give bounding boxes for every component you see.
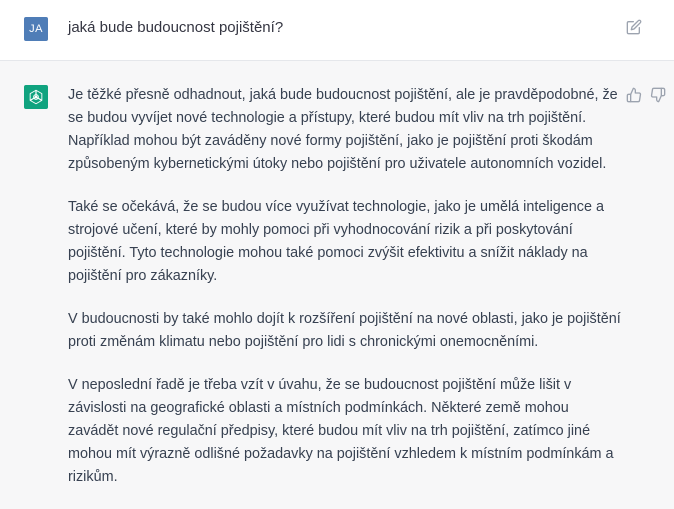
user-message-text: jaká bude budoucnost pojištění?: [68, 19, 284, 36]
edit-icon[interactable]: [626, 19, 642, 35]
thumbs-down-icon[interactable]: [650, 87, 666, 103]
user-avatar: JA: [24, 17, 48, 41]
message-paragraph: V budoucnosti by také mohlo dojít k rozšíření pojištění na nové oblasti, jako je pojištění proti změnám klimatu nebo pojištění pro lidi s chronickými onemocněními.: [68, 311, 621, 350]
message-paragraph: V neposlední řadě je třeba vzít v úvahu, že se budoucnost pojištění může lišit v závislosti na geografické oblasti a místních podmínkách. Některé země mohou zavádět nové regulační předpisy, které budou mít vliv na trh pojištění, zatímco jiné mohou mít výrazně odlišné požadavky na pojištění vzhledem k místním podmínkám a rizikům.: [68, 377, 614, 485]
assistant-avatar: [24, 85, 48, 109]
assistant-message: [68, 84, 623, 509]
thumbs-up-icon[interactable]: [626, 87, 642, 103]
message-paragraph: Také se očekává, že se budou více využívat technologie, jako je umělá inteligence a strojové učení, které by mohly pomoci při vyhodnocování rizik a při poskytování pojištění. Tyto technologie mohou také pomoci zvýšit efektivitu a snížit náklady na pojištění pro zákazníky.: [68, 199, 604, 284]
message-paragraph: Je těžké přesně odhadnout, jaká bude budoucnost pojištění, ale je pravděpodobné, že se budou vyvíjet nové technologie a přístupy, které budou mít vliv na trh pojištění. Například mohou být zaváděny nové formy pojištění, jako je pojištění proti škodám způsobeným kybernetickými útoky nebo pojištění pro uživatele autonomních vozidel.: [68, 87, 618, 172]
user-message-row: [0, 0, 674, 61]
openai-logo-icon: [27, 88, 45, 106]
assistant-message-row: [0, 61, 674, 485]
